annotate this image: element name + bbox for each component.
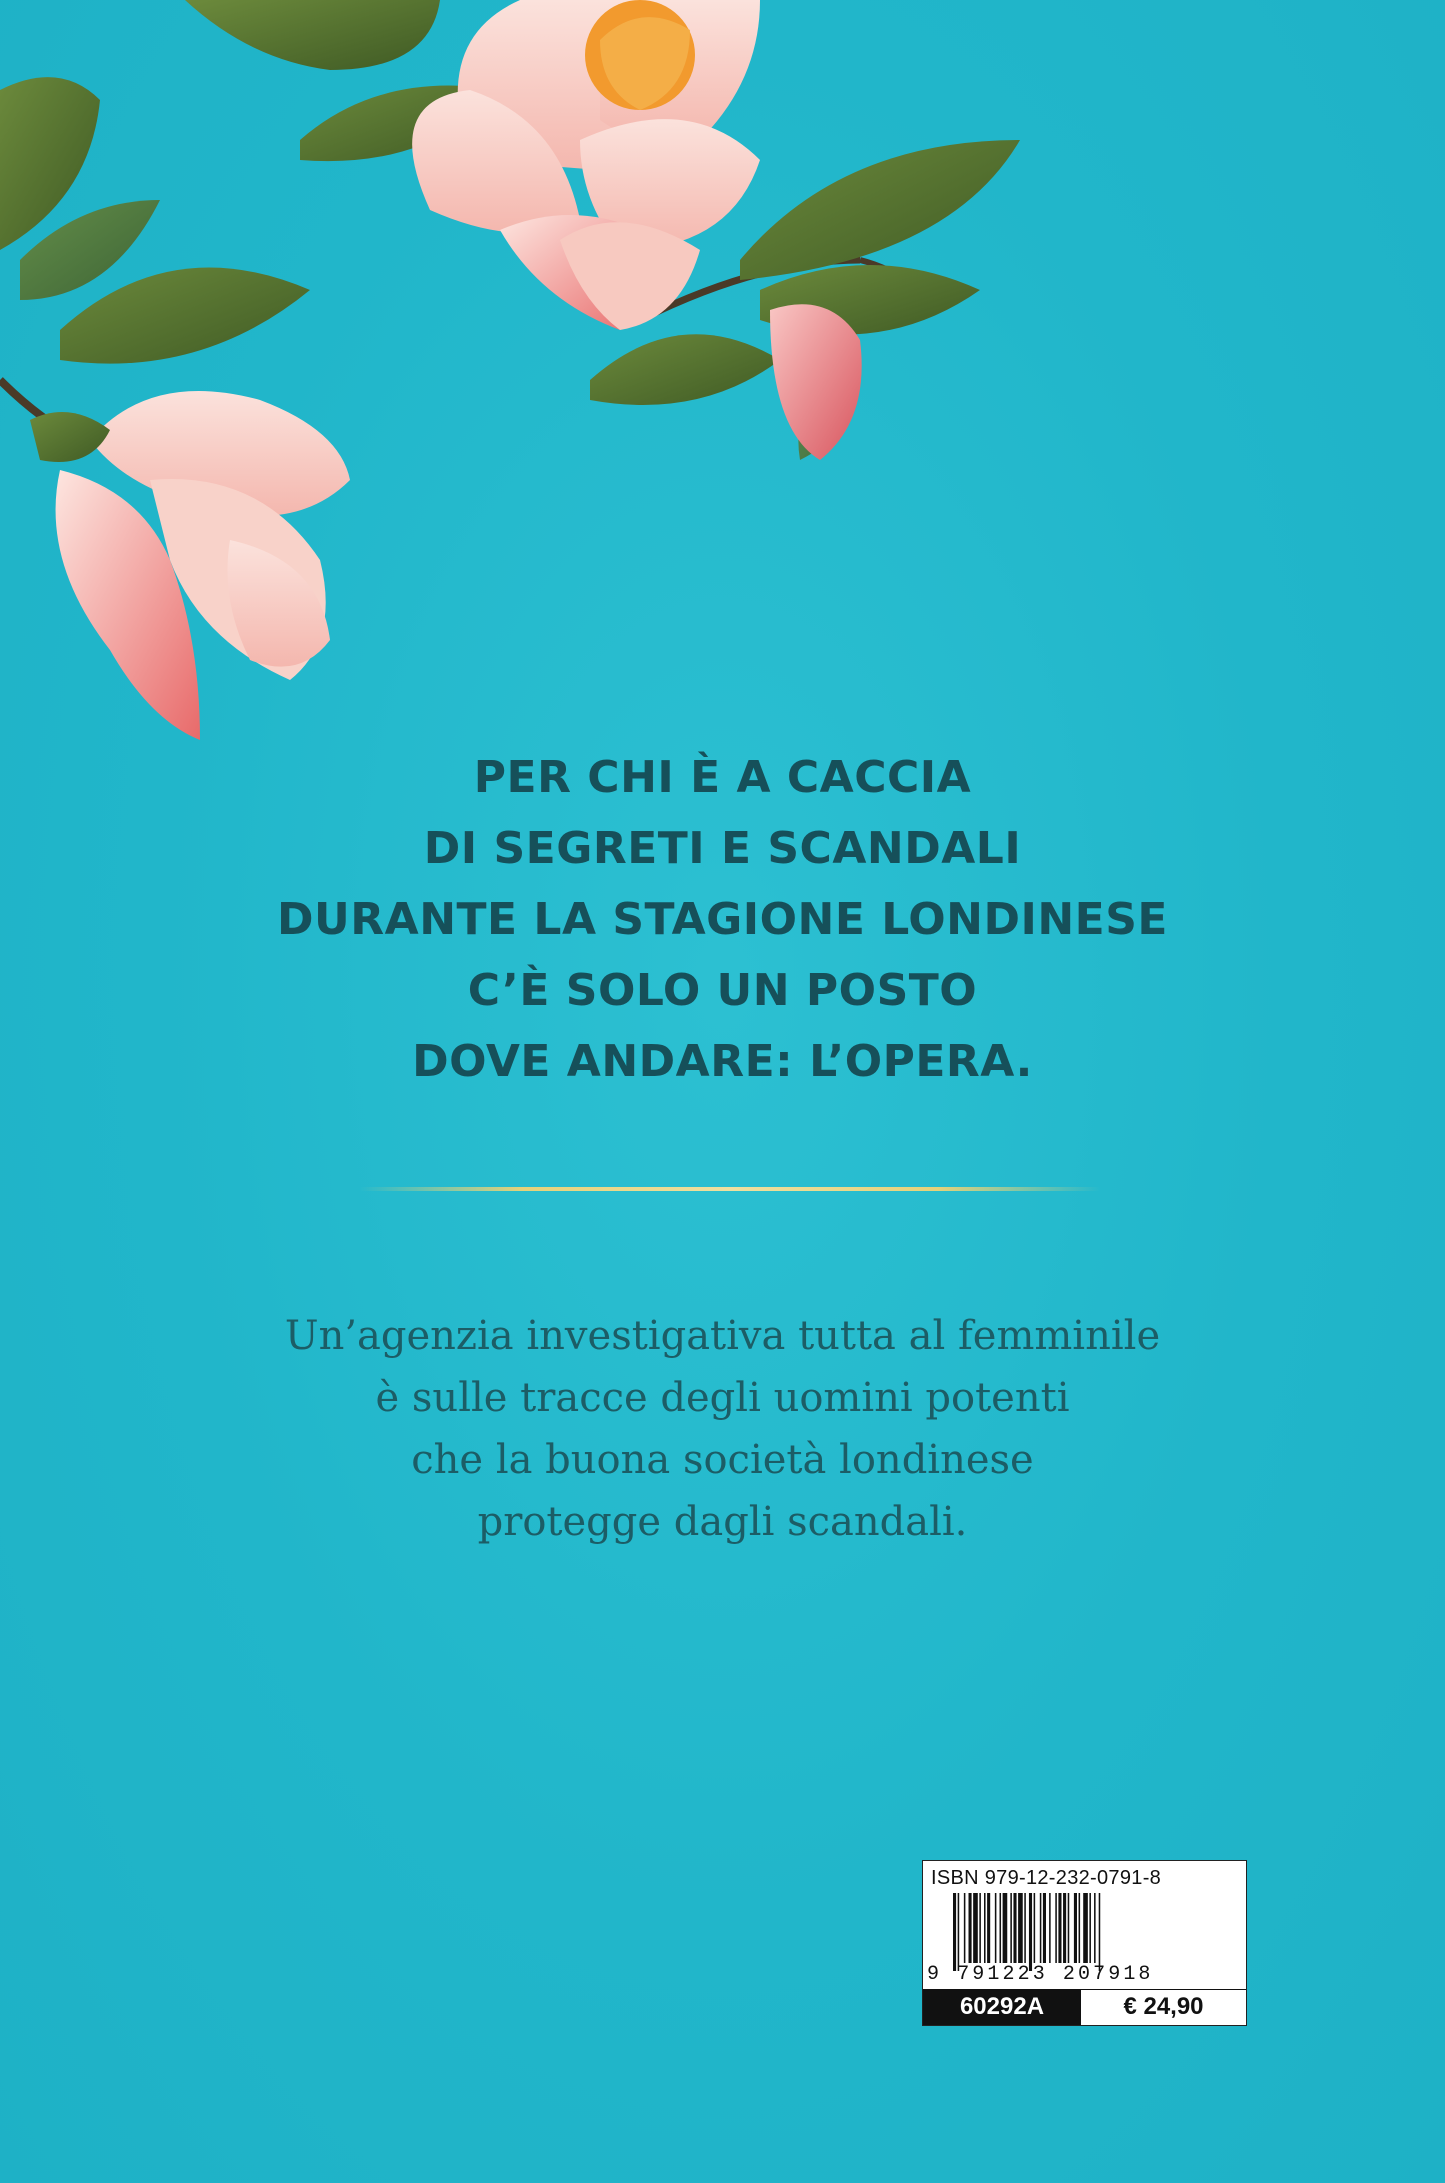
barcode-bar [1074, 1893, 1077, 1963]
product-code: 60292A [923, 1989, 1081, 2025]
barcode-digits: 9 791223 207918 [927, 1963, 1154, 1986]
barcode-bar [973, 1893, 978, 1963]
barcode-bar [1040, 1893, 1042, 1963]
barcode-bar [1018, 1893, 1023, 1963]
barcode-bar [1099, 1893, 1101, 1971]
barcode-bar [987, 1893, 990, 1963]
barcode-bar [1010, 1893, 1012, 1963]
tagline-line: C’È SOLO UN POSTO [467, 965, 978, 1016]
barcode-bar [984, 1893, 986, 1963]
barcode-bar [1089, 1893, 1091, 1963]
barcode-bar [969, 1893, 972, 1963]
barcode-bar [1034, 1893, 1036, 1963]
blurb-line: è sulle tracce degli uomini potenti [375, 1375, 1070, 1421]
barcode-bar [1000, 1893, 1002, 1963]
barcode-bar [1083, 1893, 1088, 1963]
barcode-bar [1063, 1893, 1066, 1963]
barcode-bar [979, 1893, 981, 1963]
gold-divider [360, 1187, 1100, 1191]
barcode-bar [1003, 1893, 1008, 1963]
barcode-bar [1013, 1893, 1016, 1963]
barcode-bar [958, 1893, 960, 1971]
barcode-bar [1055, 1893, 1057, 1963]
tagline [0, 742, 1445, 1097]
price: € 24,90 [1081, 1989, 1246, 2024]
barcode-bars [953, 1893, 1233, 1971]
barcode-bar [1058, 1893, 1061, 1963]
barcode-bar [995, 1893, 997, 1963]
barcode-bar [1024, 1893, 1026, 1963]
tagline-line: DURANTE LA STAGIONE LONDINESE [277, 894, 1168, 945]
barcode-bar [953, 1893, 956, 1971]
barcode-bar [1029, 1893, 1032, 1971]
tagline-line: DOVE ANDARE: L’OPERA. [412, 1036, 1033, 1087]
barcode-bar [1049, 1893, 1051, 1963]
barcode-bar [1068, 1893, 1070, 1963]
blurb-line: che la buona società londinese [411, 1437, 1034, 1483]
tagline-line: PER CHI È A CACCIA [473, 752, 972, 803]
blurb-line: Un’agenzia investigativa tutta al femminile [284, 1313, 1161, 1359]
magnolia-flowers-illustration [0, 0, 1445, 760]
isbn-text: ISBN 979-12-232-0791-8 [931, 1867, 1162, 1889]
barcode-box [922, 1860, 1247, 2026]
price-row [923, 1989, 1246, 2025]
barcode-bar [1094, 1893, 1096, 1963]
barcode-bar [1079, 1893, 1081, 1963]
blurb-line: protegge dagli scandali. [477, 1499, 968, 1545]
blurb [0, 1305, 1445, 1553]
barcode-bar [964, 1893, 966, 1963]
barcode-bar [1043, 1893, 1046, 1963]
tagline-line: DI SEGRETI E SCANDALI [423, 823, 1022, 874]
